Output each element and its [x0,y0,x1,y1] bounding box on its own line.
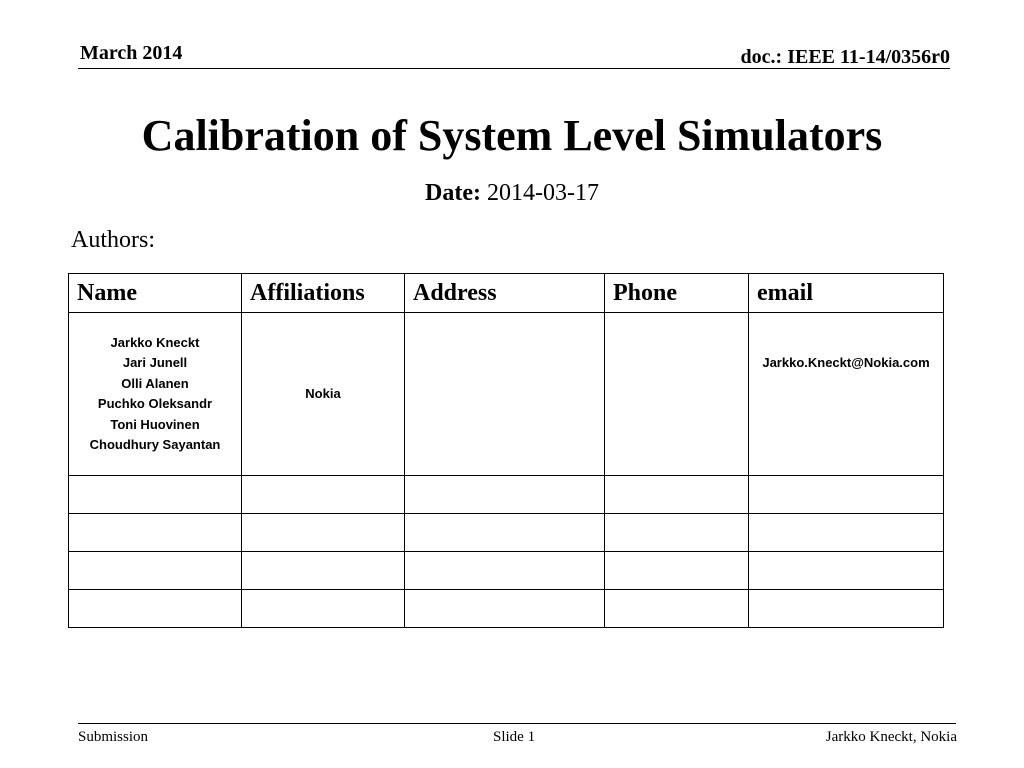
address-cell [405,313,605,476]
column-header-affiliations: Affiliations [242,274,405,313]
table-cell [405,552,605,590]
column-header-phone: Phone [605,274,749,313]
author-name: Jarkko Kneckt [110,334,200,350]
table-cell [69,476,242,514]
table-cell [242,514,405,552]
authors-table [68,273,944,628]
footer-divider [78,723,956,724]
table-cell [749,590,944,628]
table-row [69,476,944,514]
table-cell [405,476,605,514]
table-cell [69,590,242,628]
names-cell [69,313,242,476]
table-cell [242,476,405,514]
table-cell [242,590,405,628]
author-name: Olli Alanen [121,375,189,391]
table-header-row [69,274,944,313]
table-row [69,590,944,628]
date-label: Date: [425,180,481,206]
table-row [69,313,944,476]
column-header-name: Name [69,274,242,313]
header-divider [78,68,950,69]
phone-cell [605,313,749,476]
footer-slide-number: Slide 1 [493,729,536,745]
table-cell [605,514,749,552]
footer-submission: Submission [78,729,149,745]
table-cell [749,514,944,552]
table-row [69,514,944,552]
date-value: 2014-03-17 [486,180,599,206]
column-header-email: email [749,274,944,313]
author-name: Toni Huovinen [110,416,200,432]
table-cell [605,476,749,514]
table-cell [405,590,605,628]
table-cell [242,552,405,590]
table-cell [69,514,242,552]
author-name: Jari Junell [122,355,188,370]
header-date: March 2014 [80,42,183,64]
footer-author: Jarkko Kneckt, Nokia [825,729,957,745]
table-cell [605,590,749,628]
affiliation-cell: Nokia [242,313,405,476]
table-cell [605,552,749,590]
table-cell [405,514,605,552]
column-header-address: Address [405,274,605,313]
table-row [69,552,944,590]
author-name: Puchko Oleksandr [97,396,213,411]
authors-label: Authors: [71,227,155,253]
author-name: Choudhury Sayantan [89,437,221,452]
table-cell [749,476,944,514]
slide-title: Calibration of System Level Simulators [141,111,883,160]
table-cell [69,552,242,590]
table-cell [749,552,944,590]
date-line [0,180,1024,207]
email-cell: Jarkko.Kneckt@Nokia.com [749,313,944,476]
header-doc-id: doc.: IEEE 11-14/0356r0 [740,46,950,68]
